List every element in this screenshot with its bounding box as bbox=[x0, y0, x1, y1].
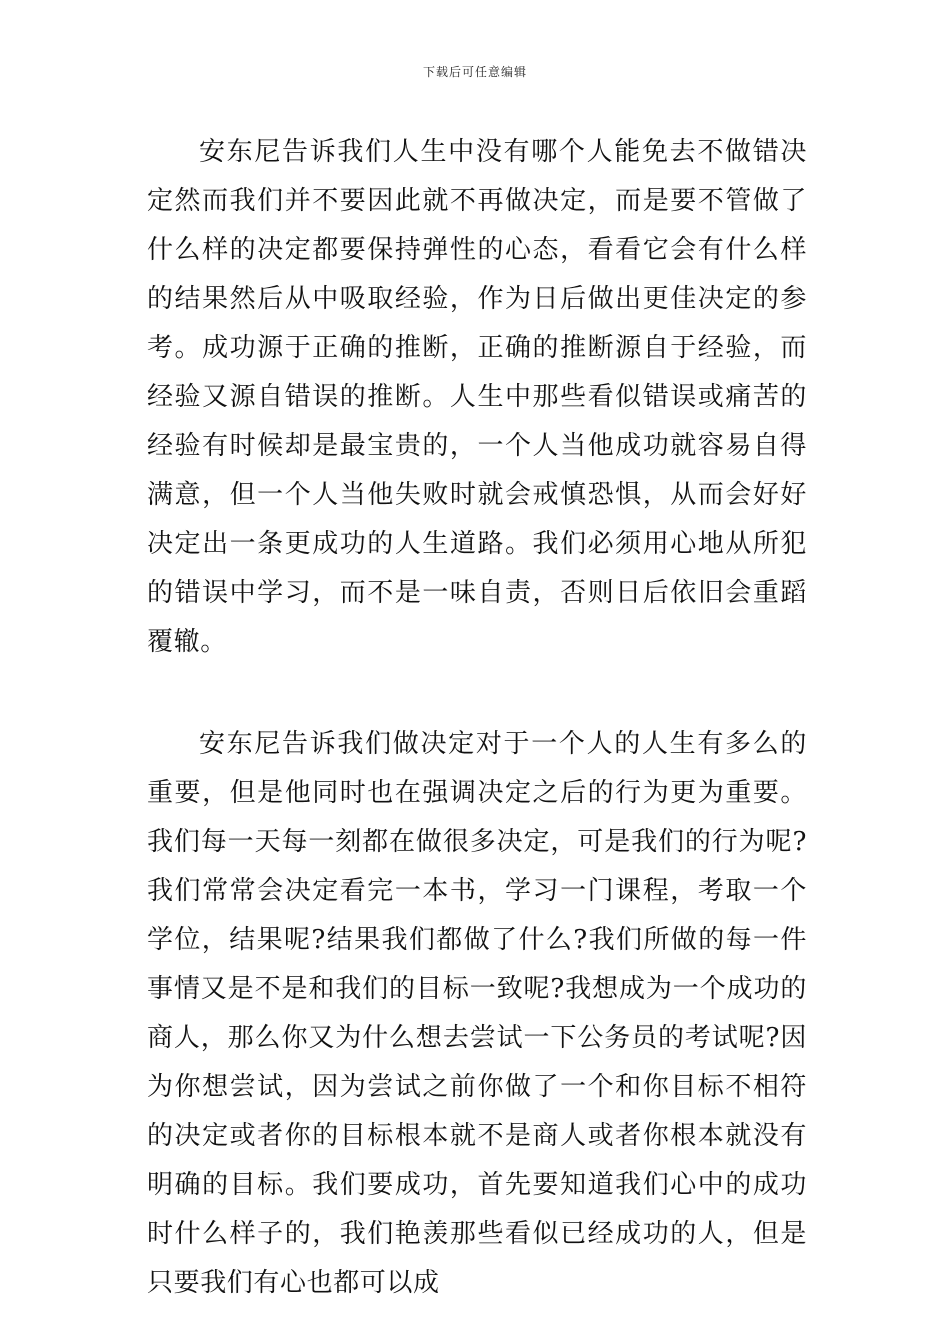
page-header: 下载后可任意编辑 bbox=[422, 65, 527, 79]
paragraph-1: 安东尼告诉我们人生中没有哪个人能免去不做错决定然而我们并不要因此就不再做决定，而是要不管做了什么样的决定都要保持弹性的心态，看看它会有什么样的结果然后从中吸取经验，作为日后做出更佳决定的参考。成功源于正确的推断，正确的推断源自于经验，而经验又源自错误的推断。人生中那些看似错误或痛苦的经验有时候却是最宝贵的，一个人当他成功就容易自得满意，但一个人当他失败时就会戒慎恐惧，从而会好好决定出一条更成功的人生道路。我们必须用心地从所犯的错误中学习，而不是一味自责，否则日后依旧会重蹈覆辙。 bbox=[147, 137, 807, 657]
paragraph-2: 安东尼告诉我们做决定对于一个人的人生有多么的重要，但是他同时也在强调决定之后的行为更为重要。我们每一天每一刻都在做很多决定，可是我们的行为呢?我们常常会决定看完一本书，学习一门课程，考取一个学位，结果呢?结果我们都做了什么?我们所做的每一件事情又是不是和我们的目标一致呢?我想成为一个成功的商人，那么你又为什么想去尝试一下公务员的考试呢?因为你想尝试，因为尝试之前你做了一个和你目标不相符的决定或者你的目标根本就不是商人或者你根本就没有明确的目标。我们要成功，首先要知道我们心中的成功时什么样子的，我们艳羡那些看似已经成功的人，但是只要我们有心也都可以成 bbox=[147, 729, 807, 1298]
document-body bbox=[147, 128, 807, 1308]
